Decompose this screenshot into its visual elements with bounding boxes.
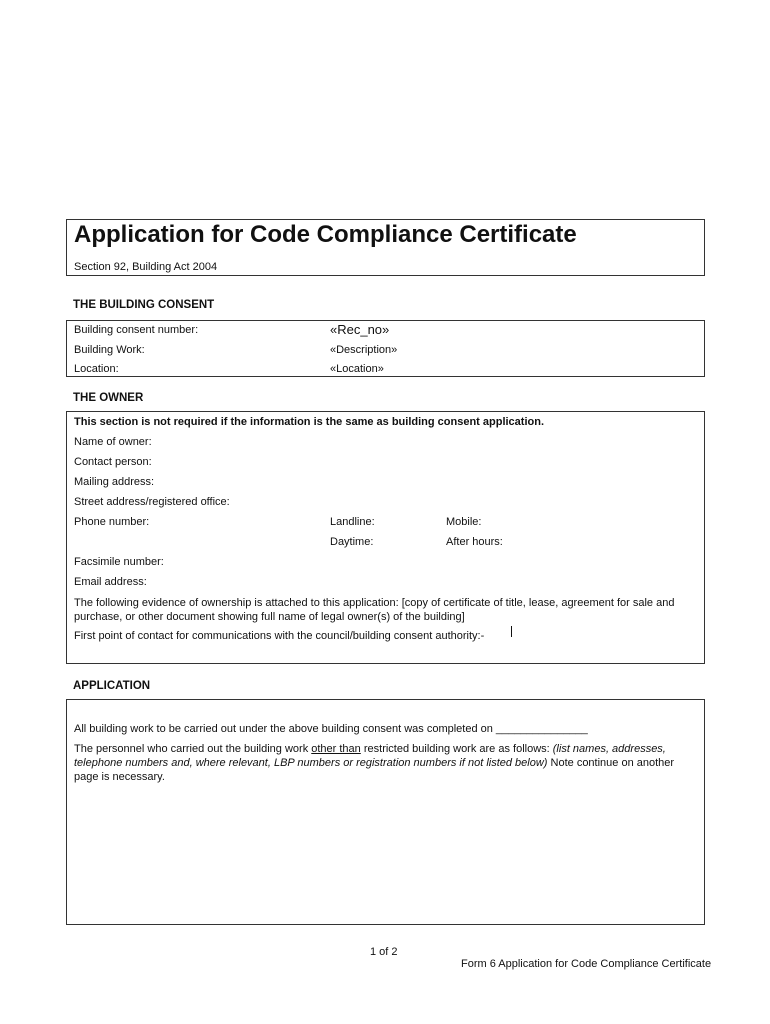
- page-title: Application for Code Compliance Certificate: [74, 221, 577, 248]
- building-consent-heading: THE BUILDING CONSENT: [73, 299, 215, 311]
- location-label: Location:: [74, 363, 119, 375]
- building-work-label: Building Work:: [74, 344, 145, 356]
- application-box: [66, 699, 705, 925]
- page-number: 1 of 2: [370, 946, 398, 958]
- form-name: Form 6 Application for Code Compliance Certificate: [461, 958, 712, 970]
- daytime-label: Daytime:: [330, 536, 374, 548]
- owner-name-label: Name of owner:: [74, 436, 152, 448]
- personnel-text-italic: (list names, addresses, telephone numbers and, where relevant, LBP numbers or registration numbers if not listed below): [74, 743, 666, 769]
- personnel-text-middle: restricted building work are as follows:: [360, 743, 553, 755]
- mailing-address-label: Mailing address:: [74, 476, 155, 488]
- owner-note: This section is not required if the information is the same as building consent application.: [74, 416, 545, 428]
- consent-number-value: «Rec_no»: [330, 322, 390, 337]
- personnel-statement: [74, 742, 696, 784]
- owner-box: [66, 411, 705, 664]
- after-hours-label: After hours:: [446, 536, 503, 548]
- text-cursor: [511, 626, 512, 637]
- personnel-text-underlined: other than: [311, 743, 361, 755]
- email-label: Email address:: [74, 576, 147, 588]
- page-subtitle: Section 92, Building Act 2004: [74, 261, 218, 273]
- building-consent-box: [66, 320, 705, 377]
- personnel-text-start: The personnel who carried out the building work: [74, 743, 312, 755]
- street-address-label: Street address/registered office:: [74, 496, 230, 508]
- consent-number-label: Building consent number:: [74, 324, 199, 336]
- personnel-text-end: Note continue on another page is necessary.: [74, 757, 675, 783]
- ownership-evidence-text: The following evidence of ownership is attached to this application: [copy of certificate of title, lease, agreement for sale and purchase, or other document showing full name of legal owner(s) of the building]: [74, 597, 675, 623]
- location-value: «Location»: [330, 363, 384, 375]
- mobile-label: Mobile:: [446, 516, 482, 528]
- application-heading: APPLICATION: [73, 680, 151, 692]
- facsimile-label: Facsimile number:: [74, 556, 164, 568]
- owner-heading: THE OWNER: [73, 392, 144, 404]
- phone-number-label: Phone number:: [74, 516, 150, 528]
- landline-label: Landline:: [330, 516, 375, 528]
- completion-statement: All building work to be carried out under the above building consent was completed on _______________: [74, 723, 588, 735]
- building-work-value: «Description»: [330, 344, 398, 356]
- title-box: [66, 219, 705, 276]
- first-contact-label: First point of contact for communications with the council/building consent authority:-: [74, 630, 485, 642]
- contact-person-label: Contact person:: [74, 456, 152, 468]
